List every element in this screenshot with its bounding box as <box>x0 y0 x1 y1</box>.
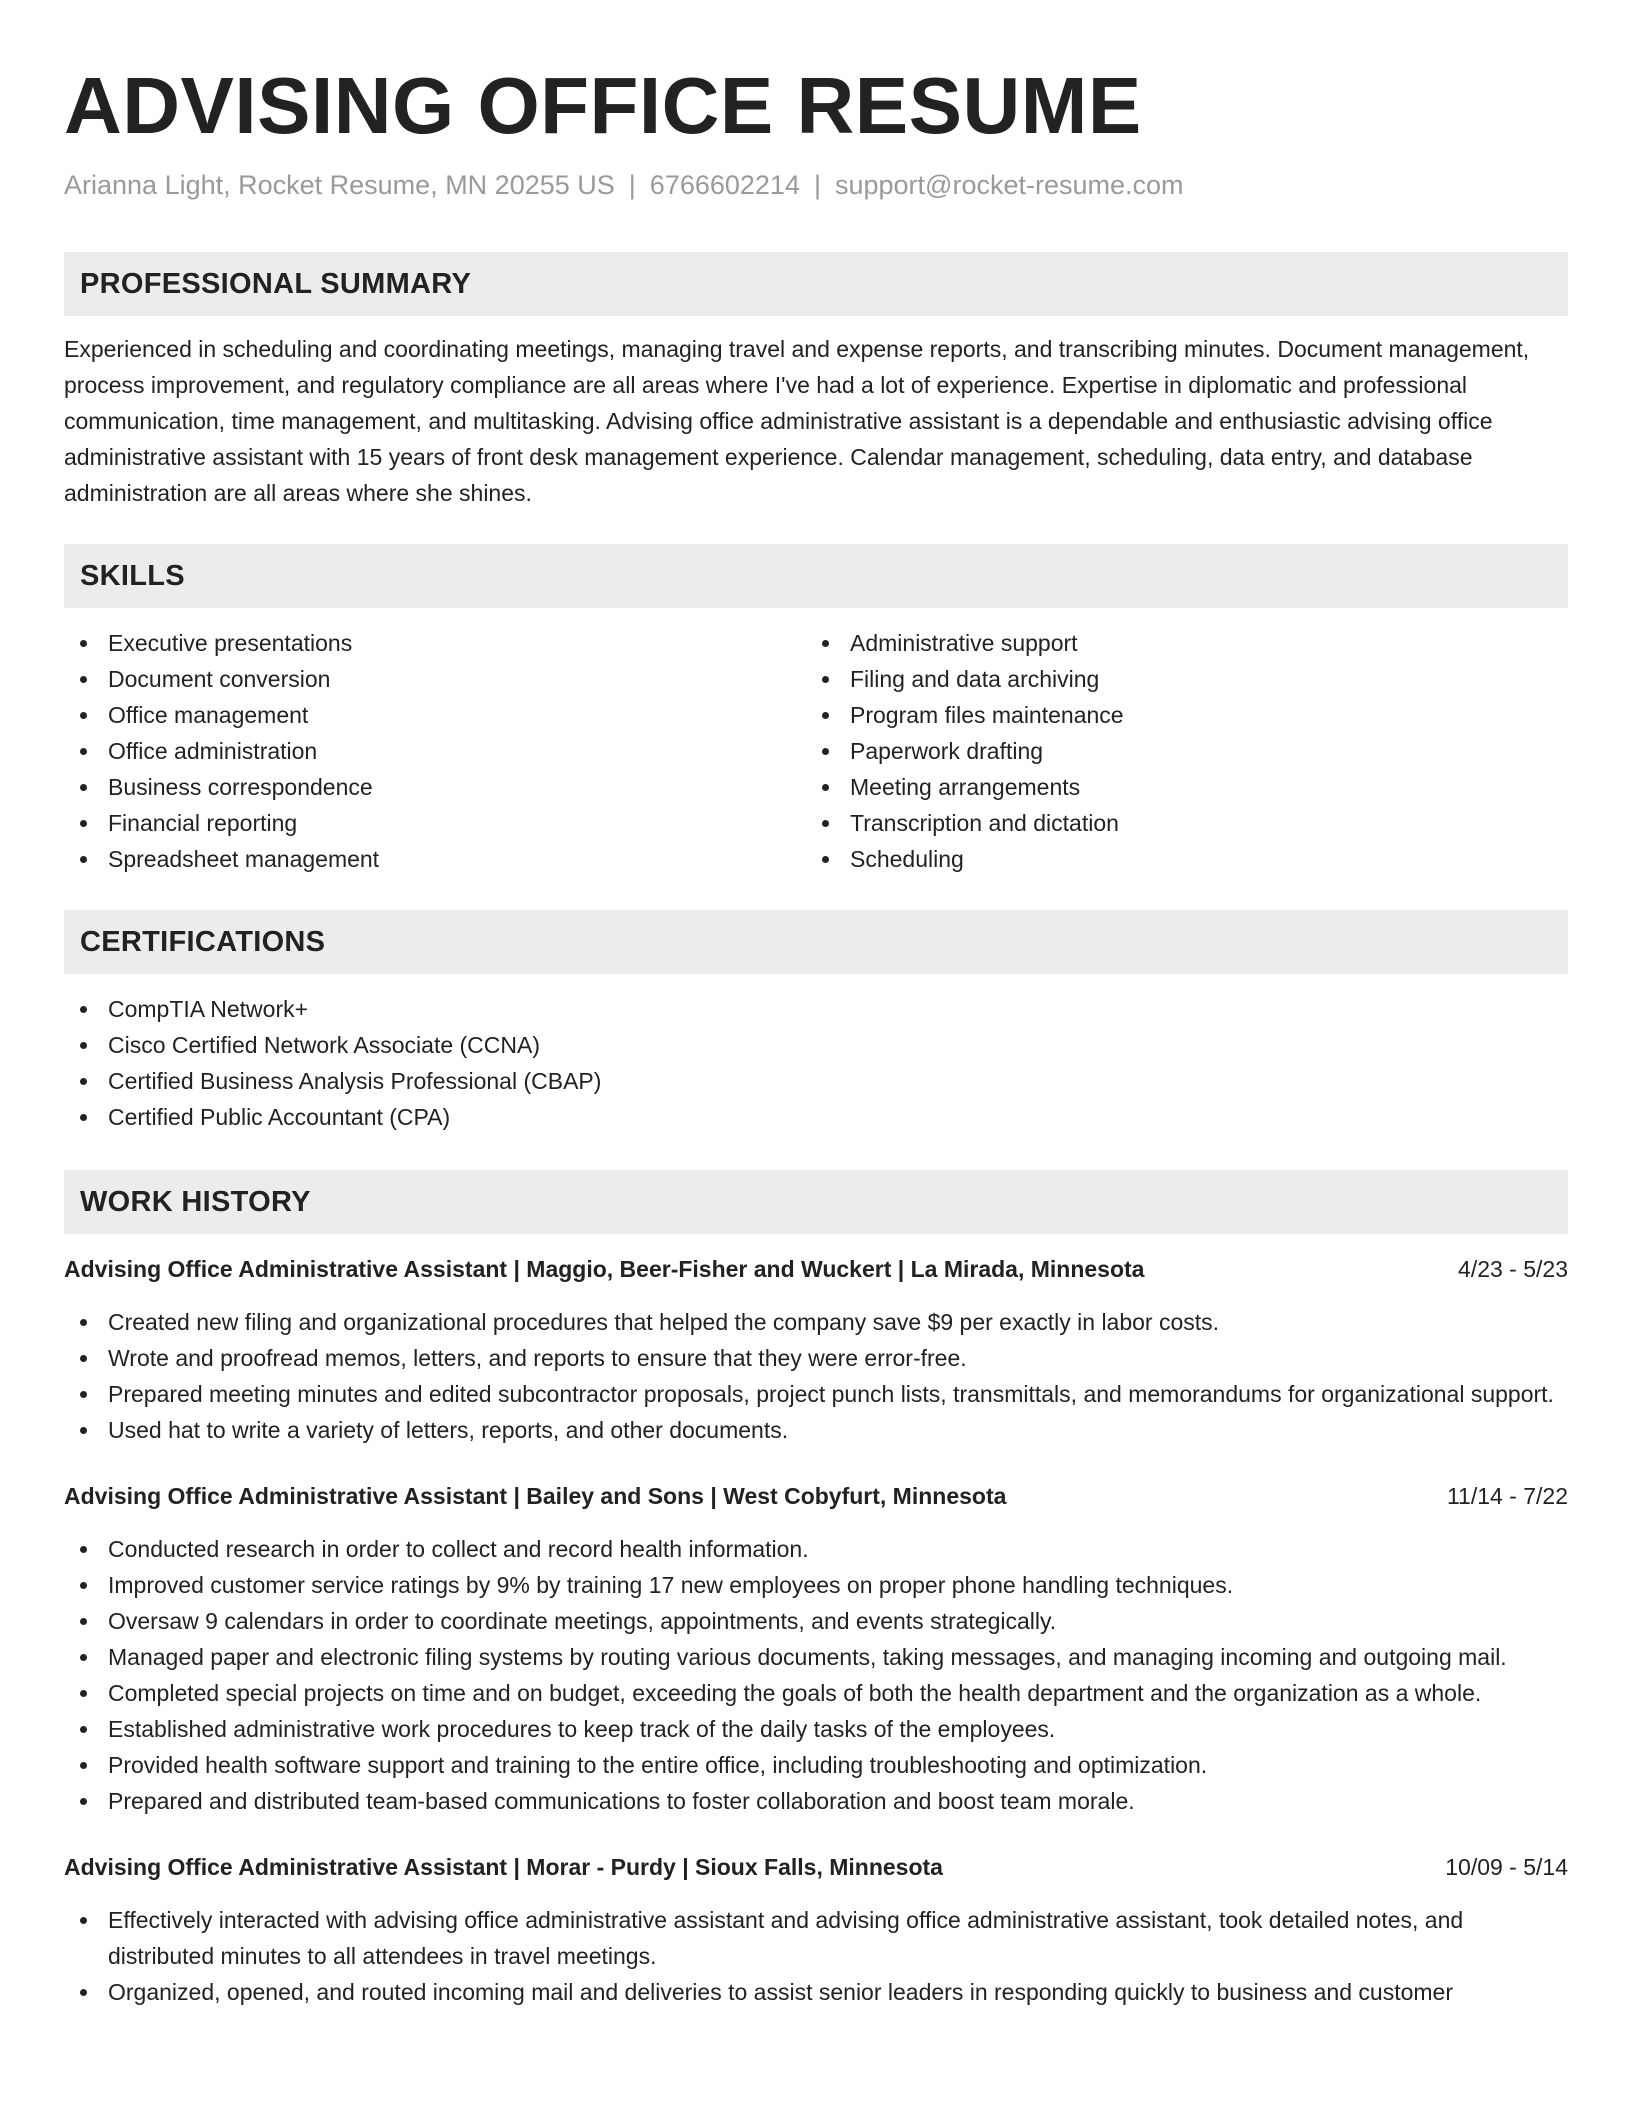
contact-email: support@rocket-resume.com <box>834 170 1184 200</box>
section-heading-work-history: WORK HISTORY <box>64 1170 1568 1234</box>
job-bullet: Completed special projects on time and on budget, exceeding the goals of both the health department and the organization as a whole. <box>64 1675 1568 1711</box>
job-bullet: Improved customer service ratings by 9% by training 17 new employees on proper phone handling techniques. <box>64 1567 1568 1603</box>
job-dates: 11/14 - 7/22 <box>1446 1483 1568 1509</box>
job-header <box>64 1850 1568 1884</box>
job-bullet: Prepared and distributed team-based communications to foster collaboration and boost team morale. <box>64 1783 1568 1819</box>
skill-item: Scheduling <box>806 841 1548 877</box>
job-bullets <box>64 1902 1568 2010</box>
certification-item: Certified Public Accountant (CPA) <box>64 1099 1568 1135</box>
job-title: Advising Office Administrative Assistant | Bailey and Sons | West Cobyfurt, Minnesota <box>64 1483 1007 1509</box>
contact-address: Arianna Light, Rocket Resume, MN 20255 US <box>64 170 615 200</box>
section-heading-certifications: CERTIFICATIONS <box>64 910 1568 974</box>
skill-item: Business correspondence <box>64 769 806 805</box>
job-header <box>64 1252 1568 1286</box>
job-title: Advising Office Administrative Assistant | Maggio, Beer-Fisher and Wuckert | La Mirada, Minnesota <box>64 1256 1145 1282</box>
job-entry <box>64 1479 1568 1819</box>
job-entry <box>64 1850 1568 2010</box>
job-bullet: Used hat to write a variety of letters, reports, and other documents. <box>64 1412 1568 1448</box>
job-dates: 10/09 - 5/14 <box>1445 1854 1568 1880</box>
section-heading-summary: PROFESSIONAL SUMMARY <box>64 252 1568 316</box>
job-bullet: Wrote and proofread memos, letters, and reports to ensure that they were error-free. <box>64 1340 1568 1376</box>
job-bullets <box>64 1531 1568 1819</box>
resume-title: ADVISING OFFICE RESUME <box>64 61 1142 150</box>
certification-item: Cisco Certified Network Associate (CCNA) <box>64 1027 1568 1063</box>
skill-item: Executive presentations <box>64 625 806 661</box>
certification-item: CompTIA Network+ <box>64 991 1568 1027</box>
skill-item: Spreadsheet management <box>64 841 806 877</box>
certification-item: Certified Business Analysis Professional (CBAP) <box>64 1063 1568 1099</box>
job-title: Advising Office Administrative Assistant | Morar - Purdy | Sioux Falls, Minnesota <box>64 1854 943 1880</box>
skill-item: Office management <box>64 697 806 733</box>
section-heading-skills: SKILLS <box>64 544 1568 608</box>
contact-line <box>64 168 1568 202</box>
job-bullets <box>64 1304 1568 1448</box>
job-bullet: Provided health software support and training to the entire office, including troubleshooting and optimization. <box>64 1747 1568 1783</box>
resume-page <box>64 0 1568 2010</box>
skills-list-right <box>806 625 1548 877</box>
skills-list-left <box>64 625 806 877</box>
skill-item: Financial reporting <box>64 805 806 841</box>
contact-separator: | <box>813 170 821 200</box>
job-bullet: Managed paper and electronic filing systems by routing various documents, taking messages, and managing incoming and outgoing mail. <box>64 1639 1568 1675</box>
job-bullet: Oversaw 9 calendars in order to coordinate meetings, appointments, and events strategically. <box>64 1603 1568 1639</box>
skill-item: Office administration <box>64 733 806 769</box>
skill-item: Program files maintenance <box>806 697 1548 733</box>
contact-separator: | <box>628 170 636 200</box>
contact-phone: 6766602214 <box>649 170 800 200</box>
job-bullet: Conducted research in order to collect and record health information. <box>64 1531 1568 1567</box>
skill-item: Transcription and dictation <box>806 805 1548 841</box>
job-bullet: Effectively interacted with advising office administrative assistant and advising office administrative assistant, took detailed notes, and distributed minutes to all attendees in travel meetings. <box>64 1902 1568 1974</box>
job-bullet: Prepared meeting minutes and edited subcontractor proposals, project punch lists, transmittals, and memorandums for organizational support. <box>64 1376 1568 1412</box>
job-header <box>64 1479 1568 1513</box>
job-entry <box>64 1252 1568 1448</box>
job-bullet: Organized, opened, and routed incoming mail and deliveries to assist senior leaders in responding quickly to business and customer <box>64 1974 1568 2010</box>
skills-grid <box>64 625 1568 877</box>
certifications-list <box>64 991 1568 1135</box>
job-bullet: Created new filing and organizational procedures that helped the company save $9 per exactly in labor costs. <box>64 1304 1568 1340</box>
skill-item: Filing and data archiving <box>806 661 1548 697</box>
job-bullet: Established administrative work procedures to keep track of the daily tasks of the employees. <box>64 1711 1568 1747</box>
skill-item: Document conversion <box>64 661 806 697</box>
skill-item: Meeting arrangements <box>806 769 1548 805</box>
job-dates: 4/23 - 5/23 <box>1458 1256 1568 1282</box>
skill-item: Administrative support <box>806 625 1548 661</box>
skill-item: Paperwork drafting <box>806 733 1548 769</box>
summary-text: Experienced in scheduling and coordinating meetings, managing travel and expense reports, and transcribing minutes. Document management, process improvement, and regulatory compliance are all areas where I've had a lot of experience. Expertise in diplomatic and professional communication, time management, and multitasking. Advising office administrative assistant is a dependable and enthusiastic advising office administrative assistant with 15 years of front desk management experience. Calendar management, scheduling, data entry, and database administration are all areas where she shines. <box>64 336 1530 506</box>
